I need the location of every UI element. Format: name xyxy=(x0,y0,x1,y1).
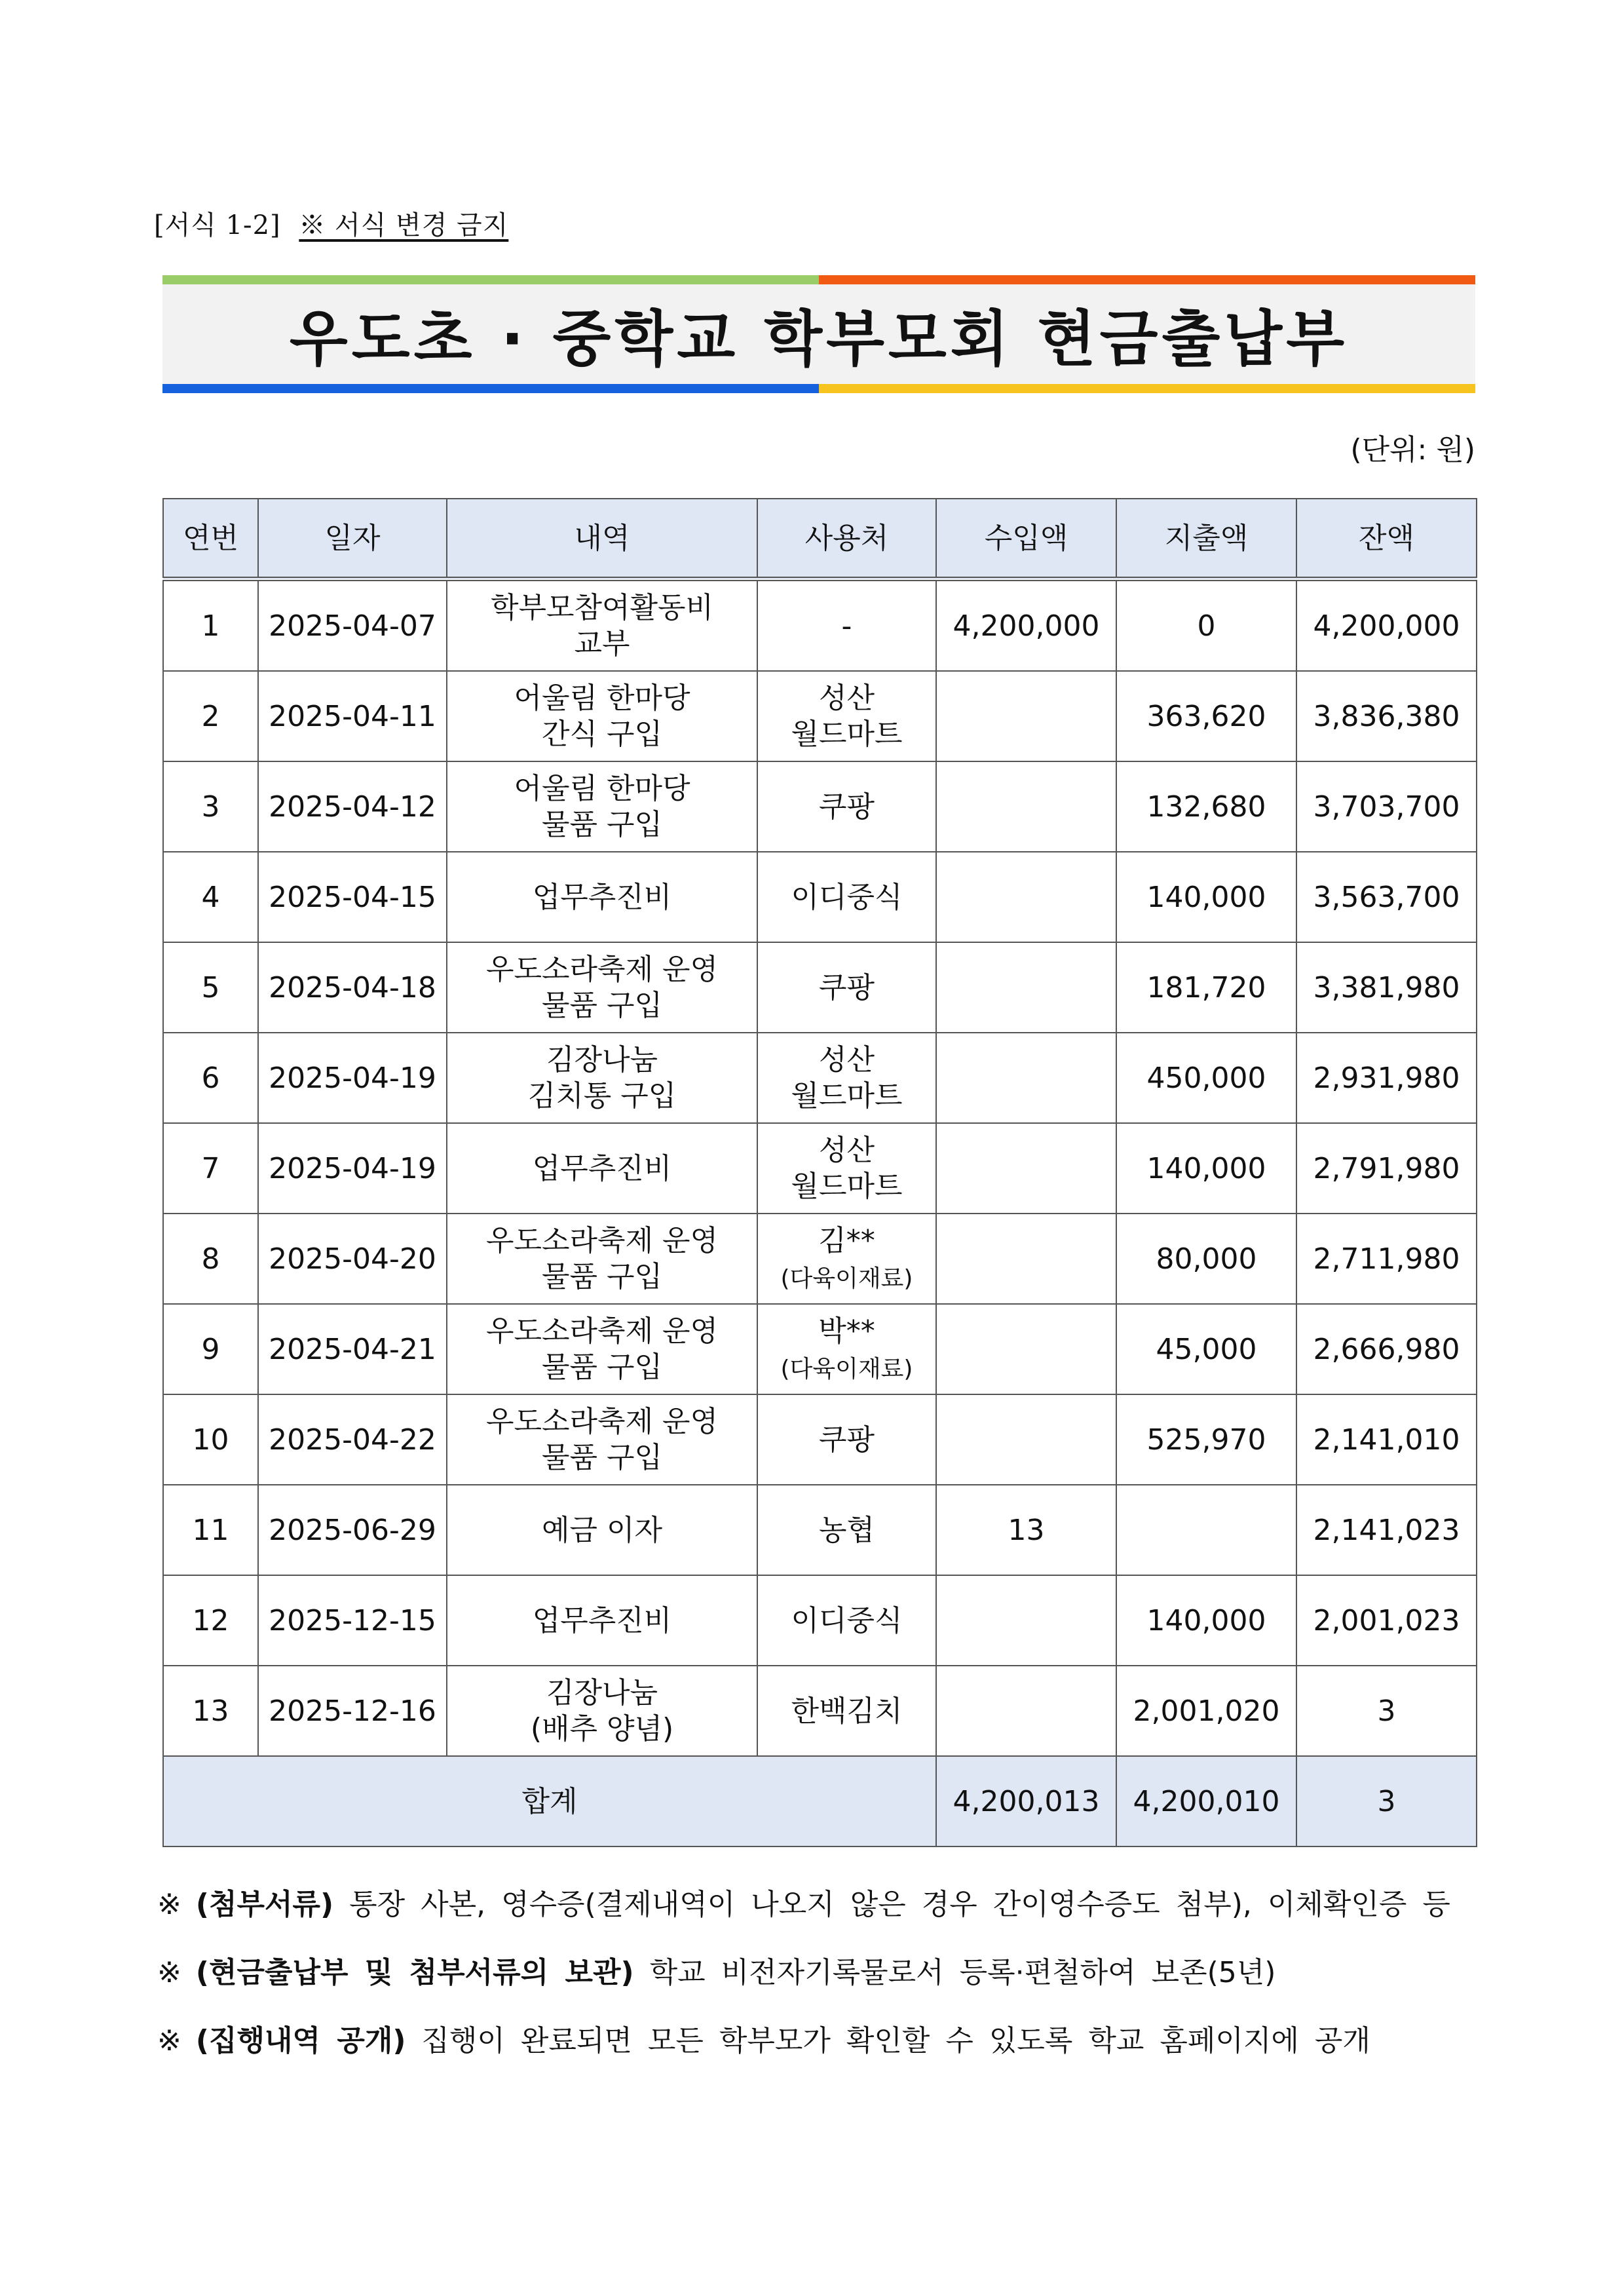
header-place: 사용처 xyxy=(757,499,936,579)
cell-no xyxy=(163,1394,258,1485)
cell-line: 363,620 xyxy=(1146,699,1266,733)
cell-line: 2,666,980 xyxy=(1313,1332,1460,1366)
total-balance: 3 xyxy=(1296,1756,1477,1846)
table-row xyxy=(163,671,1477,761)
unit-label: (단위: 원) xyxy=(1350,433,1475,467)
header-date: 일자 xyxy=(258,499,447,579)
title-bottom-bar xyxy=(162,384,1475,393)
cell-expense xyxy=(1116,1123,1296,1214)
cell-expense xyxy=(1116,1394,1296,1485)
cell-line: 2,001,023 xyxy=(1313,1603,1460,1637)
cell-expense xyxy=(1116,1214,1296,1304)
cell-line: 2025-12-16 xyxy=(269,1694,436,1728)
cell-line: 우도소라축제 운영 xyxy=(485,1314,719,1348)
cell-date xyxy=(258,1575,447,1666)
cell-line: 3 xyxy=(1377,1694,1396,1728)
form-label xyxy=(154,204,508,242)
cell-expense xyxy=(1116,1666,1296,1756)
table-row xyxy=(163,1666,1477,1756)
cell-line: 5 xyxy=(201,970,220,1004)
cell-place xyxy=(757,1394,936,1485)
cell-no xyxy=(163,852,258,942)
cell-place xyxy=(757,1304,936,1394)
cell-expense xyxy=(1116,852,1296,942)
cell-income xyxy=(936,761,1116,852)
table-row xyxy=(163,1575,1477,1666)
note-mark: ※ xyxy=(157,1888,181,1921)
cell-line: 450,000 xyxy=(1146,1061,1266,1095)
cell-line: 2025-12-15 xyxy=(269,1603,436,1637)
cash-ledger-table xyxy=(162,498,1477,1847)
cell-no xyxy=(163,579,258,672)
cell-no xyxy=(163,1485,258,1575)
cell-line: 80,000 xyxy=(1156,1242,1257,1276)
table-row xyxy=(163,761,1477,852)
cell-line: 성산 xyxy=(818,681,875,715)
cell-line: 박** xyxy=(818,1314,875,1348)
cell-line: 업무추진비 xyxy=(532,1603,672,1637)
cell-description xyxy=(447,1033,757,1123)
notes-section xyxy=(157,1881,1481,2085)
cell-balance xyxy=(1296,1666,1477,1756)
note-item xyxy=(157,1881,1481,1923)
header-balance: 잔액 xyxy=(1296,499,1477,579)
cell-line: 13 xyxy=(192,1694,229,1728)
cell-line: 2025-04-19 xyxy=(269,1061,436,1095)
cell-description xyxy=(447,1666,757,1756)
cell-income xyxy=(936,1485,1116,1575)
cell-line: 간식 구입 xyxy=(541,718,662,751)
cell-description xyxy=(447,1485,757,1575)
cell-place xyxy=(757,1214,936,1304)
cell-line: 4,200,000 xyxy=(953,609,1100,643)
cell-balance xyxy=(1296,942,1477,1033)
cell-line: 2025-04-22 xyxy=(269,1423,436,1457)
cell-line: 3,703,700 xyxy=(1313,790,1460,824)
cell-description xyxy=(447,1123,757,1214)
cell-line: 2025-06-29 xyxy=(269,1513,436,1547)
cell-no xyxy=(163,1123,258,1214)
cell-balance xyxy=(1296,671,1477,761)
cell-line: 한백김치 xyxy=(791,1694,903,1728)
cell-expense xyxy=(1116,1033,1296,1123)
cell-place xyxy=(757,1666,936,1756)
cell-line: 2 xyxy=(201,699,220,733)
cell-line: 11 xyxy=(192,1513,229,1547)
cell-income xyxy=(936,1123,1116,1214)
cell-line: 10 xyxy=(192,1423,229,1457)
cell-place xyxy=(757,761,936,852)
cell-expense xyxy=(1116,1304,1296,1394)
cell-expense xyxy=(1116,942,1296,1033)
cell-balance xyxy=(1296,579,1477,672)
cell-expense xyxy=(1116,1575,1296,1666)
cell-line: 0 xyxy=(1197,609,1216,643)
cell-line: 우도소라축제 운영 xyxy=(485,1405,719,1438)
table-row xyxy=(163,1214,1477,1304)
cell-balance xyxy=(1296,1033,1477,1123)
cell-place xyxy=(757,579,936,672)
cell-place xyxy=(757,852,936,942)
cell-line: 우도소라축제 운영 xyxy=(485,1224,719,1257)
total-income: 4,200,013 xyxy=(936,1756,1116,1846)
cell-line: 교부 xyxy=(574,627,630,660)
cell-date xyxy=(258,579,447,672)
cell-date xyxy=(258,1485,447,1575)
table-row xyxy=(163,942,1477,1033)
cell-balance xyxy=(1296,1394,1477,1485)
cell-line: 9 xyxy=(201,1332,220,1366)
cell-line: 성산 xyxy=(818,1134,875,1167)
cell-date xyxy=(258,1394,447,1485)
table-header-row xyxy=(163,499,1477,579)
cell-description xyxy=(447,761,757,852)
note-mark: ※ xyxy=(157,1956,181,1989)
cell-no xyxy=(163,761,258,852)
table-row xyxy=(163,1123,1477,1214)
cell-line: 물품 구입 xyxy=(541,1350,662,1384)
cell-income xyxy=(936,1394,1116,1485)
cell-balance xyxy=(1296,1575,1477,1666)
cell-line: 김치통 구입 xyxy=(527,1079,677,1113)
bottom-bar-left xyxy=(162,384,819,393)
cell-line: 쿠팡 xyxy=(818,1423,875,1457)
cell-line: (배추 양념) xyxy=(530,1712,674,1746)
cell-line: 2025-04-15 xyxy=(269,880,436,914)
cell-line: (다육이재료) xyxy=(780,1356,913,1383)
cell-line: 4 xyxy=(201,880,220,914)
cell-line: 3,381,980 xyxy=(1313,970,1460,1004)
cell-line: 140,000 xyxy=(1146,880,1266,914)
cell-description xyxy=(447,1575,757,1666)
note-mark: ※ xyxy=(157,2024,181,2057)
cell-line: 김장나눔 xyxy=(546,1676,658,1710)
cell-line: 2025-04-19 xyxy=(269,1151,436,1185)
note-heading: (집행내역 공개) xyxy=(195,2024,406,2057)
cell-line: 업무추진비 xyxy=(532,1151,672,1185)
note-text: 집행이 완료되면 모든 학부모가 확인할 수 있도록 학교 홈페이지에 공개 xyxy=(406,2024,1370,2057)
cell-line: 2025-04-11 xyxy=(269,699,436,733)
cell-income xyxy=(936,1304,1116,1394)
form-code: [서식 1-2] xyxy=(154,210,281,240)
cell-date xyxy=(258,671,447,761)
form-notice: ※ 서식 변경 금지 xyxy=(299,210,509,240)
note-heading: (현금출납부 및 첨부서류의 보관) xyxy=(195,1956,634,1989)
cell-line: 7 xyxy=(201,1151,220,1185)
cell-line: 140,000 xyxy=(1146,1151,1266,1185)
cell-line: 월드마트 xyxy=(791,718,903,751)
cell-income xyxy=(936,1666,1116,1756)
cell-line: 예금 이자 xyxy=(541,1513,662,1547)
cell-place xyxy=(757,1123,936,1214)
cell-line: 이디중식 xyxy=(791,1603,903,1637)
cell-description xyxy=(447,579,757,672)
cell-line: 12 xyxy=(192,1603,229,1637)
cell-line: 2,001,020 xyxy=(1133,1694,1280,1728)
cell-line: 물품 구입 xyxy=(541,1260,662,1293)
cell-line: 김** xyxy=(818,1224,875,1257)
cell-line: 어울림 한마당 xyxy=(514,681,690,715)
cell-description xyxy=(447,1304,757,1394)
cell-line: 업무추진비 xyxy=(532,880,672,914)
cell-line: 3,563,700 xyxy=(1313,880,1460,914)
note-heading: (첨부서류) xyxy=(195,1888,334,1921)
cell-line: 어울림 한마당 xyxy=(514,772,690,805)
cell-line: 학부모참여활동비 xyxy=(490,591,714,624)
table-row xyxy=(163,852,1477,942)
cell-line: 132,680 xyxy=(1146,790,1266,824)
cell-expense xyxy=(1116,761,1296,852)
cell-description xyxy=(447,1394,757,1485)
cell-line: 140,000 xyxy=(1146,1603,1266,1637)
cell-no xyxy=(163,1033,258,1123)
cell-no xyxy=(163,1575,258,1666)
cell-line: 쿠팡 xyxy=(818,970,875,1004)
cell-line: 2,141,010 xyxy=(1313,1423,1460,1457)
cell-date xyxy=(258,1033,447,1123)
cell-date xyxy=(258,942,447,1033)
header-description: 내역 xyxy=(447,499,757,579)
cell-date xyxy=(258,852,447,942)
cell-expense xyxy=(1116,579,1296,672)
cell-line: 2025-04-07 xyxy=(269,609,436,643)
cell-description xyxy=(447,942,757,1033)
cell-date xyxy=(258,1304,447,1394)
table-row xyxy=(163,1304,1477,1394)
cell-line: - xyxy=(841,609,852,643)
cell-line: 13 xyxy=(1008,1513,1045,1547)
cell-no xyxy=(163,1214,258,1304)
cell-place xyxy=(757,1575,936,1666)
cell-line: 물품 구입 xyxy=(541,808,662,841)
cell-line: 농협 xyxy=(818,1513,875,1547)
cell-line: 4,200,000 xyxy=(1313,609,1460,643)
cell-balance xyxy=(1296,1214,1477,1304)
cell-balance xyxy=(1296,1485,1477,1575)
cell-line: 2,931,980 xyxy=(1313,1061,1460,1095)
cell-income xyxy=(936,671,1116,761)
cell-description xyxy=(447,852,757,942)
cell-date xyxy=(258,761,447,852)
cell-line: 2025-04-21 xyxy=(269,1332,436,1366)
cell-no xyxy=(163,942,258,1033)
cell-line: 2,141,023 xyxy=(1313,1513,1460,1547)
cell-line: 성산 xyxy=(818,1043,875,1077)
cell-income xyxy=(936,1575,1116,1666)
cell-description xyxy=(447,671,757,761)
cell-balance xyxy=(1296,761,1477,852)
cell-place xyxy=(757,671,936,761)
cell-income xyxy=(936,579,1116,672)
cell-line: 물품 구입 xyxy=(541,989,662,1022)
cell-line: 우도소라축제 운영 xyxy=(485,953,719,986)
top-bar-left xyxy=(162,275,819,284)
title-band xyxy=(162,275,1475,393)
cell-line: 2025-04-12 xyxy=(269,790,436,824)
note-text: 학교 비전자기록물로서 등록·편철하여 보존(5년) xyxy=(633,1956,1276,1989)
cell-line: 2,711,980 xyxy=(1313,1242,1460,1276)
cell-expense xyxy=(1116,1485,1296,1575)
cell-no xyxy=(163,1304,258,1394)
header-income: 수입액 xyxy=(936,499,1116,579)
cell-line: 김장나눔 xyxy=(546,1043,658,1077)
header-no: 연번 xyxy=(163,499,258,579)
cell-line: 45,000 xyxy=(1156,1332,1257,1366)
header-expense: 지출액 xyxy=(1116,499,1296,579)
cell-line: 8 xyxy=(201,1242,220,1276)
cell-line: (다육이재료) xyxy=(780,1265,913,1292)
cell-place xyxy=(757,1033,936,1123)
cell-line: 2025-04-20 xyxy=(269,1242,436,1276)
cell-income xyxy=(936,852,1116,942)
cell-line: 3,836,380 xyxy=(1313,699,1460,733)
cell-line: 6 xyxy=(201,1061,220,1095)
note-item xyxy=(157,1949,1481,1991)
cell-line: 이디중식 xyxy=(791,880,903,914)
cell-description xyxy=(447,1214,757,1304)
cell-place xyxy=(757,942,936,1033)
table-row xyxy=(163,579,1477,672)
title-top-bar xyxy=(162,275,1475,284)
cell-line: 쿠팡 xyxy=(818,790,875,824)
total-row xyxy=(163,1756,1477,1846)
cell-balance xyxy=(1296,1123,1477,1214)
cell-date xyxy=(258,1666,447,1756)
cell-line: 월드마트 xyxy=(791,1170,903,1203)
page-title: 우도초 · 중학교 학부모회 현금출납부 xyxy=(289,304,1349,374)
cell-line: 525,970 xyxy=(1146,1423,1266,1457)
cell-line: 2,791,980 xyxy=(1313,1151,1460,1185)
note-item xyxy=(157,2017,1481,2059)
cell-income xyxy=(936,1214,1116,1304)
cell-balance xyxy=(1296,1304,1477,1394)
table-row xyxy=(163,1033,1477,1123)
cell-expense xyxy=(1116,671,1296,761)
cell-line: 물품 구입 xyxy=(541,1441,662,1474)
cell-line: 3 xyxy=(201,790,220,824)
cell-place xyxy=(757,1485,936,1575)
table-row xyxy=(163,1485,1477,1575)
table-row xyxy=(163,1394,1477,1485)
cell-line: 2025-04-18 xyxy=(269,970,436,1004)
title-box xyxy=(162,284,1475,384)
cell-date xyxy=(258,1214,447,1304)
cell-line: 1 xyxy=(201,609,220,643)
note-text: 통장 사본, 영수증(결제내역이 나오지 않은 경우 간이영수증도 첨부), 이체확인증 등 xyxy=(333,1888,1450,1921)
total-expense: 4,200,010 xyxy=(1116,1756,1296,1846)
cell-date xyxy=(258,1123,447,1214)
cell-line: 월드마트 xyxy=(791,1079,903,1113)
top-bar-right xyxy=(819,275,1475,284)
cell-no xyxy=(163,671,258,761)
cell-line: 181,720 xyxy=(1146,970,1266,1004)
cell-income xyxy=(936,942,1116,1033)
bottom-bar-right xyxy=(819,384,1475,393)
cell-income xyxy=(936,1033,1116,1123)
total-label: 합계 xyxy=(163,1756,936,1846)
cell-no xyxy=(163,1666,258,1756)
cell-balance xyxy=(1296,852,1477,942)
